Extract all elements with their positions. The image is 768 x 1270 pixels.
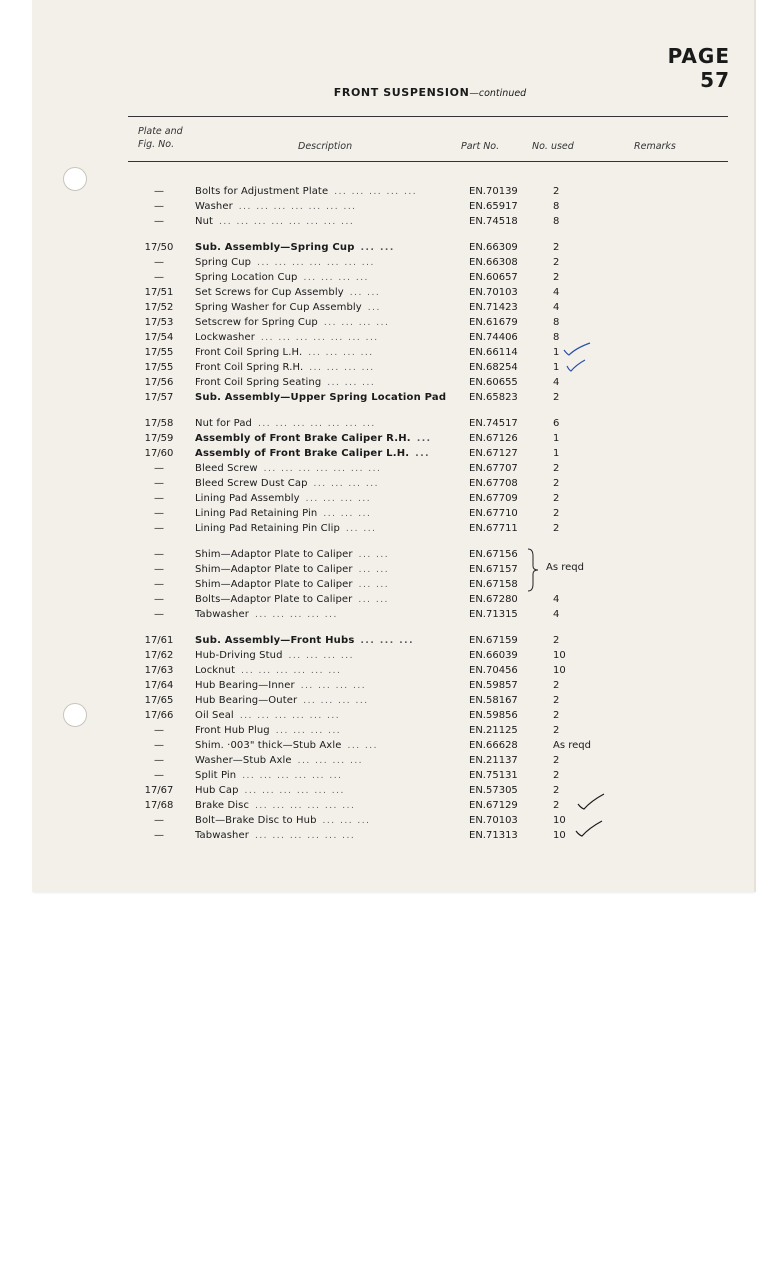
part-no-cell: EN.70456 [469,665,518,676]
plate-fig-cell: 17/66 [144,710,174,721]
part-no-cell: EN.71423 [469,302,518,313]
table-row [0,345,768,360]
no-used-cell: 1 [553,347,560,358]
leader-dots: ... ... [358,595,389,605]
plate-fig-cell: 17/58 [144,418,174,429]
no-used-cell: 2 [553,800,560,811]
leader-dots: ... ... ... ... ... ... [239,711,341,721]
part-no-cell: EN.57305 [469,785,518,796]
description-text: Tabwasher [195,609,249,620]
leader-dots: ... ... [345,524,377,534]
table-row [0,547,768,562]
description-text: Bleed Screw [195,463,258,474]
description-cell [195,783,460,799]
part-no-cell: EN.67710 [469,508,518,519]
part-no-cell: EN.21125 [469,725,518,736]
description-cell [195,813,460,829]
description-cell [195,828,460,844]
table-row [0,285,768,300]
part-no-cell: EN.67129 [469,800,518,811]
leader-dots: ... ... ... ... ... ... ... [257,258,375,268]
no-used-cell: 8 [553,317,560,328]
plate-fig-cell: — [154,579,164,590]
table-row [0,577,768,592]
description-text: Bolts—Adaptor Plate to Caliper [195,594,353,605]
leader-dots: ... ... ... ... ... ... ... [260,333,379,343]
description-text: Bolts for Adjustment Plate [195,186,329,197]
part-no-cell: EN.70103 [469,815,518,826]
table-row [0,491,768,506]
table-row [0,592,768,607]
part-no-cell: EN.61679 [469,317,518,328]
leader-dots: ... ... ... ... [297,756,364,766]
no-used-cell: 10 [553,830,566,841]
description-text: Washer [195,201,233,212]
no-used-cell: 2 [553,392,560,403]
no-used-cell: 2 [553,523,560,534]
description-cell [195,199,460,215]
no-used-cell: 2 [553,695,560,706]
part-no-cell: EN.67157 [469,564,518,575]
description-text: Washer—Stub Axle [195,755,292,766]
plate-fig-cell: 17/54 [144,332,174,343]
table-row [0,723,768,738]
plate-fig-cell: — [154,508,164,519]
description-cell [195,753,460,769]
description-text: Front Hub Plug [195,725,270,736]
no-used-cell: 10 [553,815,566,826]
part-no-cell: EN.75131 [469,770,518,781]
table-row [0,708,768,723]
plate-fig-cell: — [154,725,164,736]
no-used-cell: 4 [553,377,560,388]
description-text: Spring Washer for Cup Assembly [195,302,362,313]
table-row [0,476,768,491]
description-cell [195,285,460,301]
no-used-cell: 10 [553,665,566,676]
part-no-cell: EN.58167 [469,695,518,706]
description-cell [195,300,460,316]
table-row [0,753,768,768]
description-text: Shim. ·003" thick—Stub Axle [195,740,342,751]
plate-fig-cell: 17/62 [144,650,174,661]
leader-dots: ... ... [360,243,395,253]
part-no-cell: EN.74518 [469,216,518,227]
leader-dots: ... ... ... ... [303,273,369,283]
table-row [0,270,768,285]
check-mark-icon [574,819,604,839]
no-used-cell: 2 [553,710,560,721]
description-cell [195,693,460,709]
no-used-cell: 8 [553,216,560,227]
description-cell [195,708,460,724]
description-text: Lockwasher [195,332,255,343]
description-text: Tabwasher [195,830,249,841]
table-row [0,678,768,693]
plate-fig-cell: 17/56 [144,377,174,388]
part-no-cell: EN.66114 [469,347,518,358]
part-no-cell: EN.65917 [469,201,518,212]
plate-fig-cell: 17/53 [144,317,174,328]
part-no-cell: EN.67711 [469,523,518,534]
description-text: Hub Cap [195,785,239,796]
description-cell [195,723,460,739]
description-text: Sub. Assembly—Front Hubs [195,635,355,646]
description-text: Front Coil Spring R.H. [195,362,304,373]
no-used-cell: 2 [553,186,560,197]
no-used-cell: 6 [553,418,560,429]
part-no-cell: EN.65823 [469,392,518,403]
plate-fig-cell: — [154,830,164,841]
part-no-cell: EN.71315 [469,609,518,620]
description-text: Spring Location Cup [195,272,298,283]
section-title-continued: —continued [469,88,527,99]
plate-fig-cell: 17/61 [144,635,174,646]
description-text: Lining Pad Assembly [195,493,300,504]
description-cell [195,592,460,608]
description-cell [195,476,460,492]
table-row [0,828,768,843]
description-text: Brake Disc [195,800,250,811]
table-row [0,315,768,330]
description-cell [195,330,460,346]
part-no-cell: EN.67127 [469,448,518,459]
leader-dots: ... ... ... ... [309,363,375,373]
leader-dots: ... ... ... ... ... ... [255,801,356,811]
description-cell [195,375,460,391]
description-cell [195,633,460,649]
leader-dots: ... ... ... ... ... ... [244,786,345,796]
part-no-cell: EN.66308 [469,257,518,268]
leader-dots: ... ... ... [360,636,415,646]
no-used-cell: 1 [553,362,560,373]
leader-dots: ... ... ... ... ... ... ... [238,202,357,212]
description-cell [195,521,460,537]
plate-fig-cell: — [154,594,164,605]
section-title-text: FRONT SUSPENSION [333,86,470,99]
column-header-plate-line1: Plate and [138,126,183,137]
description-text: Shim—Adaptor Plate to Caliper [195,579,353,590]
leader-dots: ... ... ... ... ... ... [242,771,343,781]
plate-fig-cell: 17/64 [144,680,174,691]
description-cell [195,416,460,432]
part-no-cell: EN.70103 [469,287,518,298]
description-text: Front Coil Spring Seating [195,377,322,388]
plate-fig-cell: 17/67 [144,785,174,796]
description-cell [195,184,460,200]
description-cell [195,240,460,256]
plate-fig-cell: 17/52 [144,302,174,313]
part-no-cell: EN.70139 [469,186,518,197]
table-row [0,738,768,753]
plate-fig-cell: — [154,815,164,826]
leader-dots: ... ... ... [323,509,372,519]
column-header-part-no: Part No. [461,141,500,152]
part-no-cell: EN.67126 [469,433,518,444]
no-used-cell: 1 [553,448,560,459]
no-used-cell: 2 [553,257,560,268]
page-number: PAGE 57 [667,44,730,92]
description-text: Nut [195,216,214,227]
part-no-cell: EN.21137 [469,755,518,766]
plate-fig-cell: 17/55 [144,347,174,358]
table-row [0,360,768,375]
plate-fig-cell: 17/51 [144,287,174,298]
leader-dots: ... ... [347,741,378,751]
plate-fig-cell: 17/68 [144,800,174,811]
table-row [0,813,768,828]
plate-fig-cell: — [154,478,164,489]
check-mark-icon [576,792,606,812]
description-text: Spring Cup [195,257,252,268]
table-row [0,300,768,315]
table-row [0,199,768,214]
description-cell [195,663,460,679]
leader-dots: ... ... ... [322,816,371,826]
no-used-cell: 10 [553,650,566,661]
description-text: Front Coil Spring L.H. [195,347,303,358]
no-used-cell: 2 [553,755,560,766]
description-text: Oil Seal [195,710,234,721]
description-text: Split Pin [195,770,237,781]
brace-shim-group [526,548,540,592]
leader-dots: ... ... ... ... [303,696,369,706]
no-used-cell: 2 [553,785,560,796]
plate-fig-cell: 17/63 [144,665,174,676]
description-text: Shim—Adaptor Plate to Caliper [195,549,353,560]
part-no-cell: EN.74517 [469,418,518,429]
description-text: Locknut [195,665,236,676]
description-text: Hub Bearing—Inner [195,680,295,691]
description-text: Shim—Adaptor Plate to Caliper [195,564,353,575]
table-row [0,240,768,255]
plate-fig-cell: — [154,564,164,575]
part-no-cell: EN.67159 [469,635,518,646]
part-no-cell: EN.68254 [469,362,518,373]
leader-dots: ... ... ... ... ... ... ... ... [219,217,355,227]
description-cell [195,491,460,507]
table-row [0,648,768,663]
description-text: Hub Bearing—Outer [195,695,298,706]
leader-dots: ... [416,434,432,444]
plate-fig-cell: — [154,549,164,560]
no-used-cell: 2 [553,635,560,646]
leader-dots: ... ... ... ... [323,318,390,328]
description-cell [195,214,460,230]
plate-fig-cell: — [154,257,164,268]
leader-dots: ... ... ... ... [300,681,367,691]
shim-group-no-used: As reqd [546,562,584,573]
description-cell [195,607,460,623]
description-cell [195,345,460,361]
no-used-cell: 2 [553,770,560,781]
description-cell [195,270,460,286]
description-text: Lining Pad Retaining Pin [195,508,318,519]
table-row [0,416,768,431]
table-row [0,461,768,476]
no-used-cell: 2 [553,680,560,691]
plate-fig-cell: — [154,770,164,781]
table-row [0,255,768,270]
plate-fig-cell: — [154,201,164,212]
leader-dots: ... ... ... [327,378,376,388]
table-row [0,431,768,446]
table-row [0,798,768,813]
description-text: Sub. Assembly—Spring Cup [195,242,355,253]
leader-dots: ... ... ... ... ... ... ... [258,419,376,429]
plate-fig-cell: — [154,493,164,504]
description-cell [195,738,460,754]
no-used-cell: As reqd [553,740,591,751]
no-used-cell: 2 [553,725,560,736]
plate-fig-cell: — [154,463,164,474]
no-used-cell: 4 [553,287,560,298]
table-row [0,693,768,708]
leader-dots: ... ... ... ... [275,726,342,736]
table-row [0,633,768,648]
no-used-cell: 2 [553,508,560,519]
no-used-cell: 2 [553,493,560,504]
leader-dots: ... ... [358,565,390,575]
column-header-no-used: No. used [532,141,574,152]
description-cell [195,768,460,784]
table-row [0,768,768,783]
plate-fig-cell: — [154,272,164,283]
description-text: Bleed Screw Dust Cap [195,478,308,489]
leader-dots: ... ... [358,550,390,560]
table-row [0,446,768,461]
part-no-cell: EN.67158 [469,579,518,590]
no-used-cell: 2 [553,242,560,253]
table-row [0,663,768,678]
plate-fig-cell: — [154,523,164,534]
leader-dots: ... ... ... ... ... [334,187,418,197]
description-text: Assembly of Front Brake Caliper R.H. [195,433,411,444]
description-cell [195,315,460,331]
table-row [0,783,768,798]
leader-dots: ... ... [349,288,381,298]
plate-fig-cell: 17/60 [144,448,174,459]
description-cell [195,648,460,664]
part-no-cell: EN.59856 [469,710,518,721]
table-row [0,184,768,199]
column-header-description: Description [298,141,353,152]
description-cell [195,431,460,447]
description-cell [195,562,460,578]
table-row [0,607,768,622]
description-cell [195,390,460,405]
table-row [0,375,768,390]
part-no-cell: EN.60655 [469,377,518,388]
leader-dots: ... ... ... ... ... ... [241,666,342,676]
leader-dots: ... ... ... ... ... [254,610,338,620]
plate-fig-cell: — [154,740,164,751]
part-no-cell: EN.67708 [469,478,518,489]
description-cell [195,798,460,814]
column-header-plate-line2: Fig. No. [138,139,175,150]
plate-fig-cell: 17/55 [144,362,174,373]
description-cell [195,577,460,593]
leader-dots: ... [415,449,431,459]
description-cell [195,678,460,694]
description-text: Lining Pad Retaining Pin Clip [195,523,340,534]
description-text: Assembly of Front Brake Caliper L.H. [195,448,410,459]
description-text: Sub. Assembly—Upper Spring Location Pad [195,392,447,403]
plate-fig-cell: 17/50 [144,242,174,253]
table-row [0,562,768,577]
part-no-cell: EN.59857 [469,680,518,691]
check-mark-icon [562,340,592,358]
part-no-cell: EN.60657 [469,272,518,283]
no-used-cell: 2 [553,463,560,474]
description-text: Set Screws for Cup Assembly [195,287,344,298]
part-no-cell: EN.67709 [469,493,518,504]
no-used-cell: 4 [553,302,560,313]
plate-fig-cell: 17/57 [144,392,174,403]
leader-dots: ... ... ... ... ... ... [254,831,356,841]
table-row [0,330,768,345]
leader-dots: ... ... ... ... [288,651,354,661]
leader-dots: ... ... [358,580,390,590]
leader-dots: ... ... ... ... [305,494,372,504]
description-cell [195,547,460,563]
leader-dots: ... ... ... ... [313,479,379,489]
description-text: Hub-Driving Stud [195,650,283,661]
plate-fig-cell: 17/59 [144,433,174,444]
table-row [0,521,768,536]
no-used-cell: 8 [553,332,560,343]
description-cell [195,446,460,462]
plate-fig-cell: — [154,216,164,227]
part-no-cell: EN.67280 [469,594,518,605]
leader-dots: ... ... ... ... ... ... ... [263,464,382,474]
no-used-cell: 1 [553,433,560,444]
description-cell [195,360,460,376]
plate-fig-cell: — [154,609,164,620]
table-row [0,506,768,521]
no-used-cell: 8 [553,201,560,212]
check-mark-icon [565,358,587,374]
no-used-cell: 4 [553,594,560,605]
plate-fig-cell: — [154,186,164,197]
no-used-cell: 2 [553,272,560,283]
description-cell [195,255,460,271]
part-no-cell: EN.66039 [469,650,518,661]
table-row [0,214,768,229]
table-row [0,390,768,405]
plate-fig-cell: 17/65 [144,695,174,706]
no-used-cell: 2 [553,478,560,489]
leader-dots: ... [367,303,381,313]
description-text: Nut for Pad [195,418,253,429]
column-header-remarks: Remarks [634,141,676,152]
plate-fig-cell: — [154,755,164,766]
description-text: Setscrew for Spring Cup [195,317,318,328]
description-cell [195,506,460,522]
part-no-cell: EN.71313 [469,830,518,841]
part-no-cell: EN.66628 [469,740,518,751]
leader-dots: ... ... ... ... [308,348,374,358]
part-no-cell: EN.67707 [469,463,518,474]
description-text: Bolt—Brake Disc to Hub [195,815,317,826]
part-no-cell: EN.66309 [469,242,518,253]
part-no-cell: EN.67156 [469,549,518,560]
description-cell [195,461,460,477]
part-no-cell: EN.74406 [469,332,518,343]
no-used-cell: 4 [553,609,560,620]
